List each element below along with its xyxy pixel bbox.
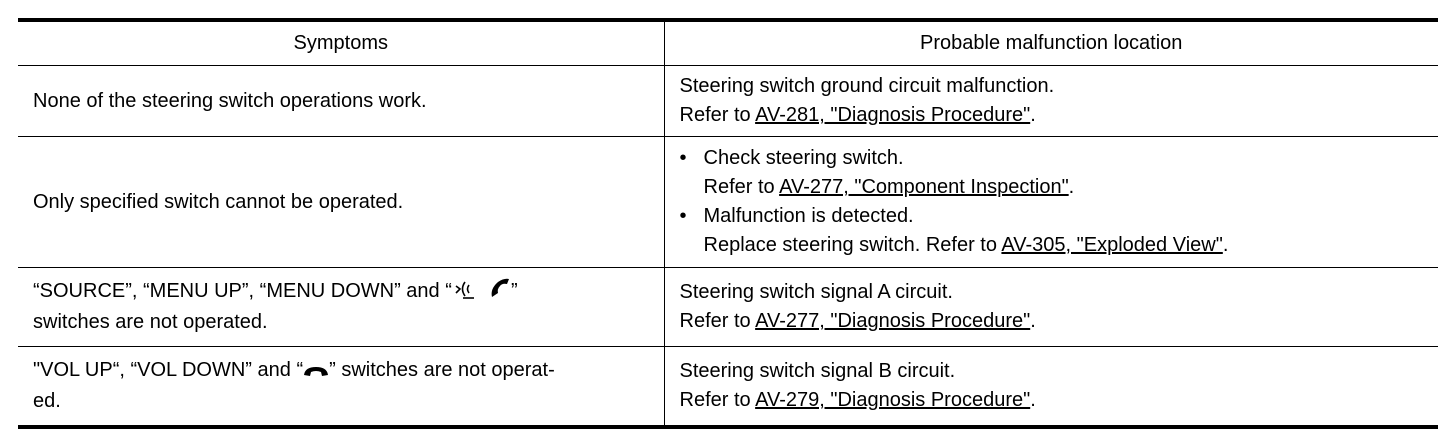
location-cell [664,268,1438,347]
symptom-text: ” switches are not operat- [329,359,555,381]
period: . [1030,310,1036,332]
symptom-text: Only specified switch cannot be operated. [33,190,404,213]
reference-link[interactable]: AV-281, "Diagnosis Procedure" [755,104,1031,126]
symptom-text: ed. [33,390,61,412]
table-row [18,268,1438,347]
location-cell [664,66,1438,137]
location-cell [664,347,1438,428]
symptom-cell [18,66,664,137]
reference-link[interactable]: AV-305, "Exploded View" [1001,234,1223,256]
period: . [1068,176,1075,198]
bullet-icon: • [679,205,687,227]
reference-link[interactable]: AV-279, "Diagnosis Procedure" [755,389,1031,411]
symptom-cell [18,268,664,347]
symptom-table [18,18,1438,429]
refer-text: Refer to [679,104,756,126]
symptom-text: "VOL UP“, “VOL DOWN” and “ [33,359,304,381]
symptom-text: “SOURCE”, “MENU UP”, “MENU DOWN” and “ [33,280,452,302]
period: . [1030,389,1036,411]
phone-hangup-icon [303,358,329,387]
bullet-text: Check steering switch. [703,147,904,169]
refer-text: Refer to [703,176,780,198]
refer-text: Refer to [679,310,756,332]
symptom-text: ” [511,280,518,302]
header-symptoms: Symptoms [18,20,664,66]
bullet-icon: • [679,147,687,169]
table-row [18,137,1438,268]
voice-recognition-icon [452,279,478,308]
bullet-item [680,144,1439,202]
reference-link[interactable]: AV-277, "Component Inspection" [779,176,1069,198]
location-cell [664,137,1438,268]
symptom-cell [18,347,664,428]
refer-text: Refer to [679,389,756,411]
symptom-cell [18,137,664,268]
reference-link[interactable]: AV-277, "Diagnosis Procedure" [755,310,1031,332]
location-line: Steering switch ground circuit malfunction. [679,75,1055,97]
phone-answer-icon [489,277,511,308]
header-row [18,20,1438,66]
table-row [18,347,1438,428]
bullet-item [680,202,1439,260]
symptom-text: None of the steering switch operations work. [33,89,427,112]
table-row [18,66,1438,137]
bullet-text: Malfunction is detected. [703,205,914,227]
location-line: Steering switch signal B circuit. [679,360,956,382]
refer-text: Replace steering switch. Refer to [703,234,1002,256]
header-location: Probable malfunction location [664,20,1438,66]
period: . [1030,104,1036,126]
location-line: Steering switch signal A circuit. [679,281,953,303]
symptom-text: switches are not operated. [33,311,268,333]
period: . [1222,234,1229,256]
